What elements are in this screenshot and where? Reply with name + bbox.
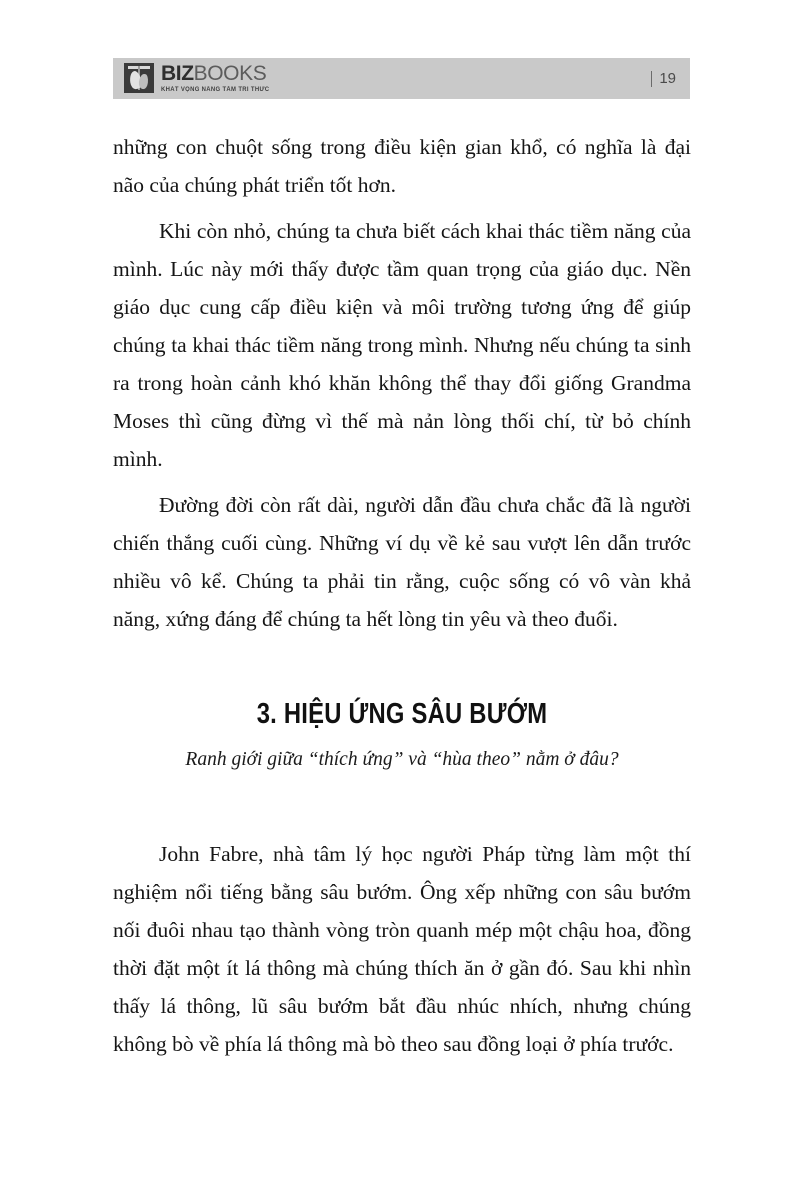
publisher-name [161, 63, 274, 84]
paragraph-continued: những con chuột sống trong điều kiện gian khổ, có nghĩa là đại não của chúng phát triển tốt hơn. [113, 135, 691, 197]
section-heading: 3. HIỆU ỨNG SÂU BƯỚM [256, 698, 548, 730]
spacer-after-subheading [113, 771, 691, 827]
paragraph-life-road: Đường đời còn rất dài, người dẫn đầu chưa chắc đã là người chiến thắng cuối cùng. Những ví dụ về kẻ sau vượt lên dẫn trước nhiều vô kể. Chúng ta phải tin rằng, cuộc sống có vô vàn khả năng, xứng đáng để chúng ta hết lòng tin yêu và theo đuổi. [113, 493, 691, 631]
publisher-wordmark [161, 63, 274, 93]
logo-figure-right [138, 74, 149, 90]
page-content [113, 128, 691, 1063]
page-folio [651, 70, 676, 87]
paragraph-potential: Khi còn nhỏ, chúng ta chưa biết cách khai thác tiềm năng của mình. Lúc này mới thấy được tầm quan trọng của giáo dục. Nền giáo dục cung cấp điều kiện và môi trường tương ứng để giúp chúng ta khai thác tiềm năng trong mình. Nhưng nếu chúng ta sinh ra trong hoàn cảnh khó khăn không thể thay đổi giống Grandma Moses thì cũng đừng vì thế mà nản lòng thối chí, từ bỏ chính mình. [113, 219, 691, 471]
book-logo-icon [124, 63, 154, 93]
publisher-name-books: BOOKS [193, 62, 267, 86]
running-header [113, 58, 690, 99]
publisher-tagline: KHÁT VỌNG NÂNG TẦM TRI THỨC [161, 86, 270, 94]
paragraph-john-fabre: John Fabre, nhà tâm lý học người Pháp từng làm một thí nghiệm nổi tiếng bằng sâu bướm. Ông xếp những con sâu bướm nối đuôi nhau tạo thành vòng tròn quanh mép một chậu hoa, đồng thời đặt một ít lá thông mà chúng thích ăn ở gần đó. Sau khi nhìn thấy lá thông, lũ sâu bướm bắt đầu nhúc nhích, nhưng chúng không bò về phía lá thông mà bò theo sau đồng loại ở phía trước. [113, 842, 691, 1056]
publisher-name-biz: BIZ [161, 62, 194, 86]
folio-divider [651, 71, 652, 87]
section-subheading: Ranh giới giữa “thích ứng” và “hùa theo” nằm ở đâu? [185, 749, 619, 770]
spacer-after-heading [113, 731, 691, 749]
publisher-logo [124, 63, 274, 93]
spacer-before-heading [113, 638, 691, 698]
page-number: 19 [659, 70, 676, 87]
